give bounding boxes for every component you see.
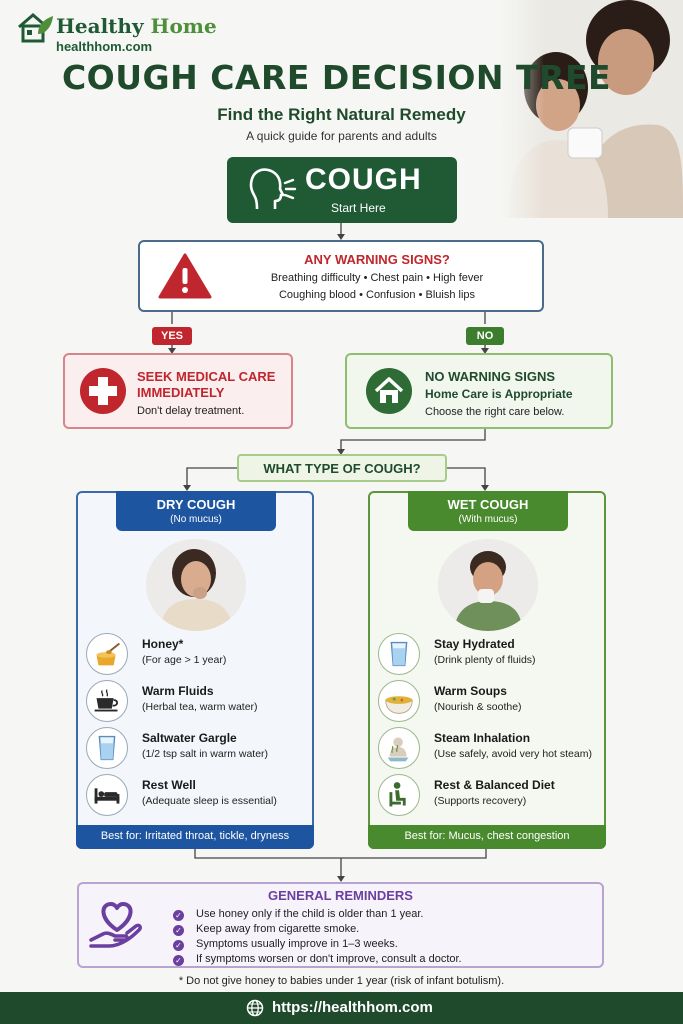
reminder-item: ✓ If symptoms worsen or don't improve, consult a doctor. — [173, 953, 462, 966]
dry-cough-title: DRY COUGH — [156, 497, 236, 512]
check-icon: ✓ — [173, 940, 184, 951]
cough-title: COUGH — [305, 163, 422, 196]
rest-well-title: Rest Well — [142, 778, 196, 792]
footer-url-link[interactable]: https://healthhom.com — [272, 999, 433, 1016]
boy-coughing-photo — [438, 539, 538, 631]
home-care-note: Choose the right care below. — [425, 406, 565, 418]
warm-fluids-note: (Herbal tea, warm water) — [142, 701, 258, 713]
honey-note: (For age > 1 year) — [142, 654, 227, 666]
wet-cough-header[interactable] — [408, 491, 568, 531]
reminder-item: ✓ Keep away from cigarette smoke. — [173, 923, 359, 936]
steam-inhalation-note: (Use safely, avoid very hot steam) — [434, 748, 592, 760]
dry-cough-subtitle: (No mucus) — [170, 514, 222, 525]
general-reminders-title: GENERAL REMINDERS — [268, 888, 413, 903]
cough-type-question: WHAT TYPE OF COUGH? — [237, 454, 447, 482]
stay-hydrated-note: (Drink plenty of fluids) — [434, 654, 536, 666]
page-tagline: A quick guide for parents and adults — [246, 129, 437, 143]
yes-branch-tag: YES — [152, 327, 192, 345]
seek-care-title: SEEK MEDICAL CARE IMMEDIATELY — [137, 369, 276, 400]
reminder-item: ✓ Symptoms usually improve in 1–3 weeks. — [173, 938, 398, 951]
dry-cough-header[interactable] — [116, 491, 276, 531]
page-title: COUGH CARE DECISION TREE — [61, 58, 612, 97]
home-icon — [365, 367, 413, 415]
warning-signs-line-1: Breathing difficulty • Chest pain • High fever — [270, 272, 484, 284]
house-leaf-icon — [16, 12, 54, 44]
seek-medical-care-node[interactable] — [63, 353, 293, 429]
wet-cough-column — [368, 491, 606, 849]
cough-subtitle: Start Here — [331, 201, 386, 215]
brand-name: Healthy Home — [56, 14, 217, 38]
honey-footnote: * Do not give honey to babies under 1 year (risk of infant botulism). — [178, 975, 505, 987]
warm-fluids-title: Warm Fluids — [142, 684, 214, 698]
warning-signs-line-2: Coughing blood • Confusion • Bluish lips — [278, 289, 476, 301]
no-warning-title: NO WARNING SIGNS — [425, 369, 556, 384]
warning-signs-node[interactable] — [138, 240, 544, 312]
cough-start-node[interactable] — [227, 157, 457, 223]
reminder-item: ✓ Use honey only if the child is older than 1 year. — [173, 908, 423, 921]
wet-remedy-stay-hydrated[interactable] — [378, 633, 598, 677]
dry-remedy-saltwater-gargle[interactable] — [86, 727, 306, 771]
coughing-head-icon — [245, 165, 297, 215]
rest-well-note: (Adequate sleep is essential) — [142, 795, 277, 807]
honey-title: Honey* — [142, 637, 184, 651]
wet-remedy-steam-inhalation[interactable] — [378, 727, 598, 771]
dry-remedy-rest-well[interactable] — [86, 774, 306, 818]
rest-balanced-diet-title: Rest & Balanced Diet — [434, 778, 555, 792]
page-subtitle: Find the Right Natural Remedy — [217, 105, 466, 124]
water-glass-icon — [86, 727, 128, 769]
home-care-node[interactable] — [345, 353, 613, 429]
dry-cough-best-for: Best for: Irritated throat, tickle, dryness — [76, 825, 314, 849]
warning-triangle-icon — [158, 252, 212, 300]
wet-cough-best-for: Best for: Mucus, chest congestion — [368, 825, 606, 849]
brand-url: healthhom.com — [56, 39, 153, 54]
brand-logo[interactable] — [16, 12, 236, 56]
dry-cough-column — [76, 491, 314, 849]
footer-bar — [0, 992, 683, 1024]
saltwater-gargle-title: Saltwater Gargle — [142, 731, 237, 745]
resting-person-icon — [378, 774, 420, 816]
medical-cross-icon — [79, 367, 127, 415]
seek-care-subtitle: Don't delay treatment. — [137, 405, 245, 417]
wet-cough-subtitle: (With mucus) — [458, 514, 518, 525]
honey-icon — [86, 633, 128, 675]
home-care-label: Home Care is Appropriate — [425, 387, 573, 401]
rest-balanced-diet-note: (Supports recovery) — [434, 795, 527, 807]
water-glass-icon — [378, 633, 420, 675]
bed-icon — [86, 774, 128, 816]
warm-soups-title: Warm Soups — [434, 684, 507, 698]
wet-remedy-rest-balanced-diet[interactable] — [378, 774, 598, 818]
tea-cup-icon — [86, 680, 128, 722]
woman-coughing-photo — [146, 539, 246, 631]
stay-hydrated-title: Stay Hydrated — [434, 637, 515, 651]
soup-bowl-icon — [378, 680, 420, 722]
globe-icon — [246, 999, 264, 1017]
check-icon: ✓ — [173, 925, 184, 936]
warning-title: ANY WARNING SIGNS? — [304, 252, 450, 267]
general-reminders-panel — [77, 882, 604, 968]
wet-cough-title: WET COUGH — [447, 497, 529, 512]
warm-soups-note: (Nourish & soothe) — [434, 701, 522, 713]
check-icon: ✓ — [173, 910, 184, 921]
dry-remedy-warm-fluids[interactable] — [86, 680, 306, 724]
steam-inhalation-title: Steam Inhalation — [434, 731, 531, 745]
check-icon: ✓ — [173, 955, 184, 966]
no-branch-tag: NO — [466, 327, 504, 345]
dry-remedy-honey[interactable] — [86, 633, 306, 677]
wet-remedy-warm-soups[interactable] — [378, 680, 598, 724]
heart-in-hand-icon — [89, 900, 145, 950]
saltwater-gargle-note: (1/2 tsp salt in warm water) — [142, 748, 269, 760]
steam-icon — [378, 727, 420, 769]
